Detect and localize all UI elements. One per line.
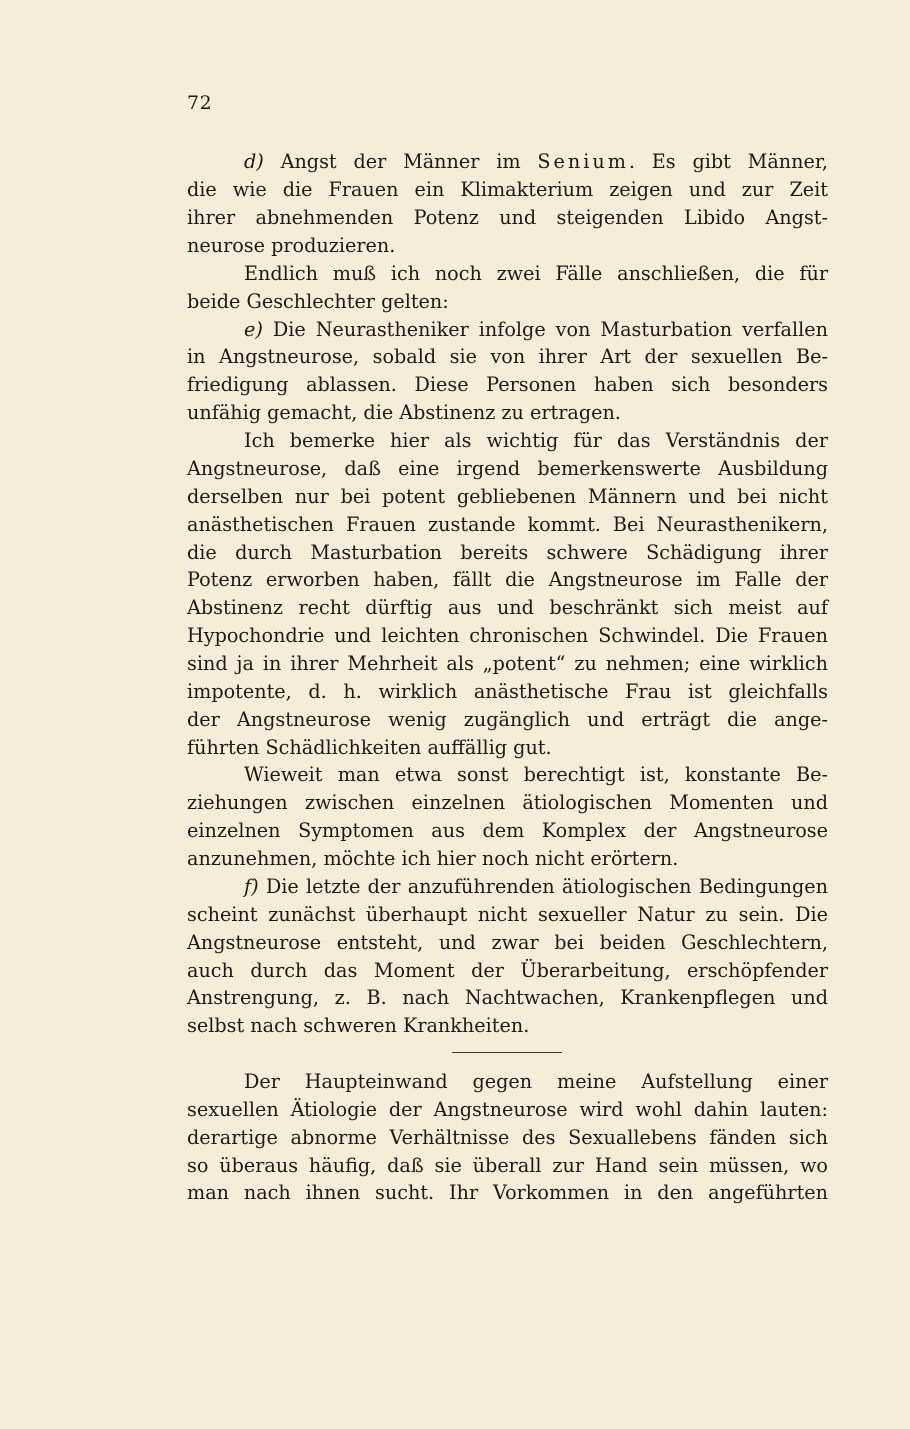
section-f-line-3: Angstneurose entsteht, und zwar bei beiden Geschlechtern, [187,931,828,954]
section-e-line-4: unfähig gemacht, die Abstinenz zu ertragen. [187,401,621,424]
section-d-line-2: die wie die Frauen ein Klimakterium zeigen und zur Zeit [187,178,828,201]
section-d-marker: d) [244,150,264,173]
haupteinwand-line-1: Der Haupteinwand gegen meine Aufstellung einer [244,1070,828,1093]
haupteinwand-line-5: man nach ihnen sucht. Ihr Vorkommen in den angeführten [187,1181,828,1204]
remark-line-1: Ich bemerke hier als wichtig für das Verständnis der [244,429,828,452]
haupteinwand-line-4: so überaus häufig, daß sie überall zur Hand sein müssen, wo [187,1154,828,1177]
section-d-line-1: d) Angst der Männer im Senium. Es gibt Männer, [244,150,828,173]
section-e-line-3: friedigung ablassen. Diese Personen haben sich besonders [187,373,828,396]
remark-line-6: Potenz erworben haben, fällt die Angstneurose im Falle der [187,568,828,591]
section-f-line-5: Anstrengung, z. B. nach Nachtwachen, Krankenpflegen und [187,986,828,1009]
page-number: 72 [187,92,213,114]
section-f-line-6: selbst nach schweren Krankheiten. [187,1014,530,1037]
wieweit-line-2: ziehungen zwischen einzelnen ätiologischen Momenten und [187,791,828,814]
section-f-line-2: scheint zunächst überhaupt nicht sexueller Natur zu sein. Die [187,903,828,926]
section-e-marker: e) [244,318,263,341]
remark-line-9: sind ja in ihrer Mehrheit als „potent“ zu nehmen; eine wirklich [187,652,828,675]
section-d-line-4: neurose produzieren. [187,234,396,257]
intro-line-2: beide Geschlechter gelten: [187,290,449,313]
section-e-line-1: e) Die Neurastheniker infolge von Masturbation verfallen [244,318,828,341]
wieweit-line-1: Wieweit man etwa sonst berechtigt ist, konstante Be- [244,763,828,786]
remark-line-4: anästhetischen Frauen zustande kommt. Bei Neurasthenikern, [187,513,828,536]
wieweit-line-3: einzelnen Symptomen aus dem Komplex der Angstneurose [187,819,828,842]
remark-line-5: die durch Masturbation bereits schwere Schädigung ihrer [187,541,828,564]
section-d-line-3: ihrer abnehmenden Potenz und steigenden Libido Angst- [187,206,828,229]
remark-line-3: derselben nur bei potent gebliebenen Männern und bei nicht [187,485,828,508]
remark-line-12: führten Schädlichkeiten auffällig gut. [187,736,552,759]
section-e-line-2: in Angstneurose, sobald sie von ihrer Art der sexuellen Be- [187,345,828,368]
haupteinwand-line-2: sexuellen Ätiologie der Angstneurose wird wohl dahin lauten: [187,1098,828,1121]
remark-line-7: Abstinenz recht dürftig aus und beschränkt sich meist auf [187,596,828,619]
emphasis-senium: Senium [537,150,629,173]
intro-line-1: Endlich muß ich noch zwei Fälle anschließen, die für [244,262,828,285]
section-divider [452,1052,562,1053]
remark-line-2: Angstneurose, daß eine irgend bemerkenswerte Ausbildung [187,457,828,480]
remark-line-11: der Angstneurose wenig zugänglich und erträgt die ange- [187,708,828,731]
haupteinwand-line-3: derartige abnorme Verhältnisse des Sexuallebens fänden sich [187,1126,828,1149]
remark-line-10: impotente, d. h. wirklich anästhetische Frau ist gleichfalls [187,680,828,703]
section-f-line-4: auch durch das Moment der Überarbeitung, erschöpfender [187,959,828,982]
section-f-marker: f) [244,875,259,898]
remark-line-8: Hypochondrie und leichten chronischen Schwindel. Die Frauen [187,624,828,647]
section-f-line-1: f) Die letzte der anzuführenden ätiologischen Bedingungen [244,875,828,898]
wieweit-line-4: anzunehmen, möchte ich hier noch nicht erörtern. [187,847,679,870]
